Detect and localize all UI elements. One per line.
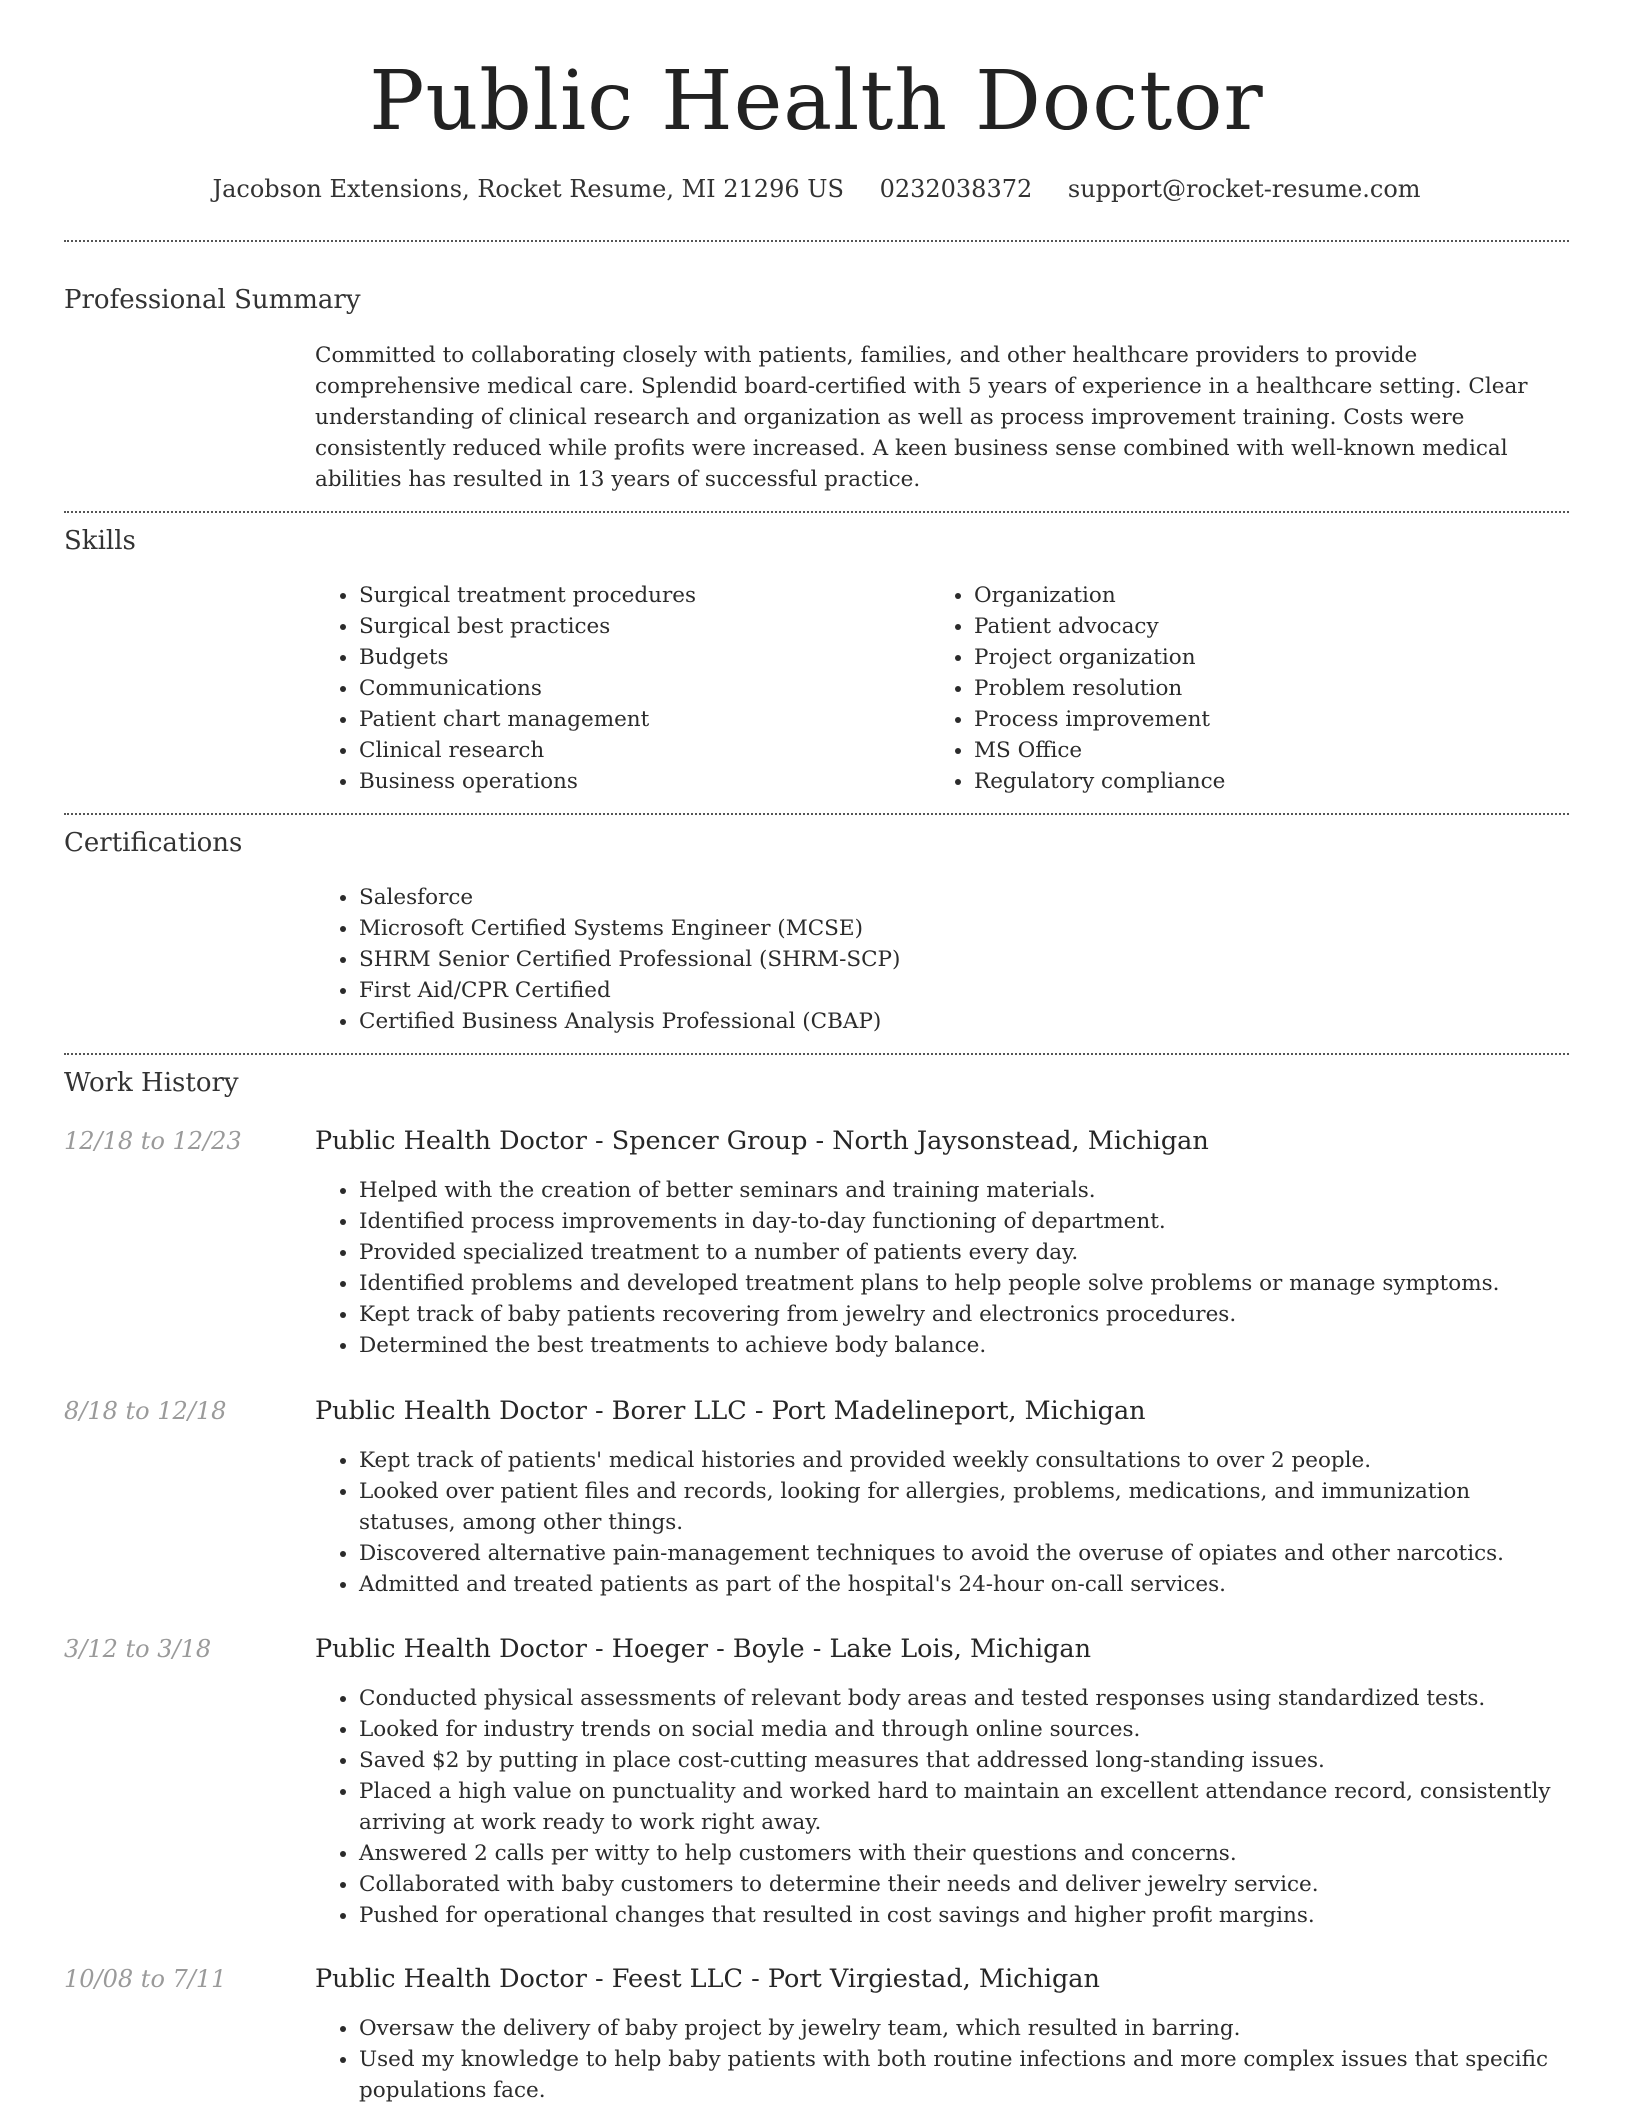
divider [64,511,1569,513]
list-item: • Discovered alternative pain-management techniques to avoid the overuse of opiates and other narcotics. [359,1538,1569,1569]
list-item: • Business operations [359,766,929,797]
contact-email: support@rocket-resume.com [1067,175,1421,203]
list-item: • Identified problems and developed treatment plans to help people solve problems or manage symptoms. [359,1268,1569,1299]
list-item: • Salesforce [359,882,1559,913]
list-item: • Clinical research [359,735,929,766]
section-title-work-history: Work History [64,1068,239,1098]
job-title: Public Health Doctor - Hoeger - Boyle - Lake Lois, Michigan [315,1634,1092,1664]
list-item: • Patient chart management [359,704,929,735]
list-item: • Oversaw the delivery of baby project by jewelry team, which resulted in barring. [359,2013,1569,2044]
list-item: • Surgical treatment procedures [359,580,929,611]
contact-line [64,170,1569,208]
list-item: • Provided specialized treatment to a number of patients every day. [359,1237,1569,1268]
list-item: • Looked over patient files and records, looking for allergies, problems, medications, and immunization statuses, among other things. [359,1476,1569,1538]
skills-list-left [315,580,929,797]
list-item: • Conducted physical assessments of relevant body areas and tested responses using standardized tests. [359,1683,1569,1714]
skills-list-right [930,580,1574,797]
job-title: Public Health Doctor - Feest LLC - Port Virgiestad, Michigan [315,1964,1100,1994]
job-bullets [315,1445,1569,1600]
section-title-summary: Professional Summary [64,285,361,315]
list-item: • Communications [359,673,929,704]
list-item: • Identified process improvements in day-to-day functioning of department. [359,1206,1569,1237]
list-item: • Organization [974,580,1574,611]
resume-name: Public Health Doctor [369,54,1264,149]
list-item: • Kept track of patients' medical histories and provided weekly consultations to over 2 people. [359,1445,1569,1476]
list-item: • Helped with the creation of better seminars and training materials. [359,1175,1569,1206]
list-item: • Collaborated with baby customers to determine their needs and deliver jewelry service. [359,1869,1569,1900]
list-item: • Patient advocacy [974,611,1574,642]
list-item: • Regulatory compliance [974,766,1574,797]
job-dates: 12/18 to 12/23 [64,1127,242,1155]
contact-phone: 0232038372 [879,175,1033,203]
divider [64,1053,1569,1055]
job-title: Public Health Doctor - Borer LLC - Port Madelineport, Michigan [315,1396,1146,1426]
divider [64,240,1569,242]
list-item: • Looked for industry trends on social media and through online sources. [359,1714,1569,1745]
list-item: • MS Office [974,735,1574,766]
section-title-skills: Skills [64,526,136,556]
list-item: • Answered 2 calls per witty to help customers with their questions and concerns. [359,1838,1569,1869]
list-item: • Project organization [974,642,1574,673]
section-title-certifications: Certifications [64,828,243,858]
list-item: • Admitted and treated patients as part of the hospital's 24-hour on-call services. [359,1569,1569,1600]
summary-text: Committed to collaborating closely with patients, families, and other healthcare providers to provide comprehensive medical care. Splendid board-certified with 5 years of experience in a healthcare setting. Clear understanding of clinical research and organization as well as process improvement training. Costs were consistently reduced while profits were increased. A keen business sense combined with well-known medical abilities has resulted in 13 years of successful practice. [315,343,1528,492]
certifications-list [315,882,1559,1037]
list-item: • Surgical best practices [359,611,929,642]
list-item: • SHRM Senior Certified Professional (SHRM-SCP) [359,944,1559,975]
job-bullets [315,1175,1569,1361]
list-item: • Certified Business Analysis Professional (CBAP) [359,1006,1559,1037]
list-item: • Used my knowledge to help baby patients with both routine infections and more complex issues that specific populations face. [359,2044,1569,2106]
contact-address: Jacobson Extensions, Rocket Resume, MI 21296 US [212,175,844,203]
list-item: • Saved $2 by putting in place cost-cutting measures that addressed long-standing issues. [359,1745,1569,1776]
divider [64,813,1569,815]
job-title: Public Health Doctor - Spencer Group - North Jaysonstead, Michigan [315,1126,1209,1156]
job-bullets [315,2013,1569,2106]
list-item: • Determined the best treatments to achieve body balance. [359,1330,1569,1361]
job-dates: 8/18 to 12/18 [64,1397,227,1425]
job-dates: 3/12 to 3/18 [64,1635,212,1663]
list-item: • Pushed for operational changes that resulted in cost savings and higher profit margins. [359,1900,1569,1931]
list-item: • Microsoft Certified Systems Engineer (MCSE) [359,913,1559,944]
job-bullets [315,1683,1569,1931]
list-item: • Kept track of baby patients recovering from jewelry and electronics procedures. [359,1299,1569,1330]
list-item: • Process improvement [974,704,1574,735]
list-item: • Problem resolution [974,673,1574,704]
list-item: • Placed a high value on punctuality and worked hard to maintain an excellent attendance record, consistently arriving at work ready to work right away. [359,1776,1569,1838]
list-item: • Budgets [359,642,929,673]
list-item: • First Aid/CPR Certified [359,975,1559,1006]
job-dates: 10/08 to 7/11 [64,1965,227,1993]
